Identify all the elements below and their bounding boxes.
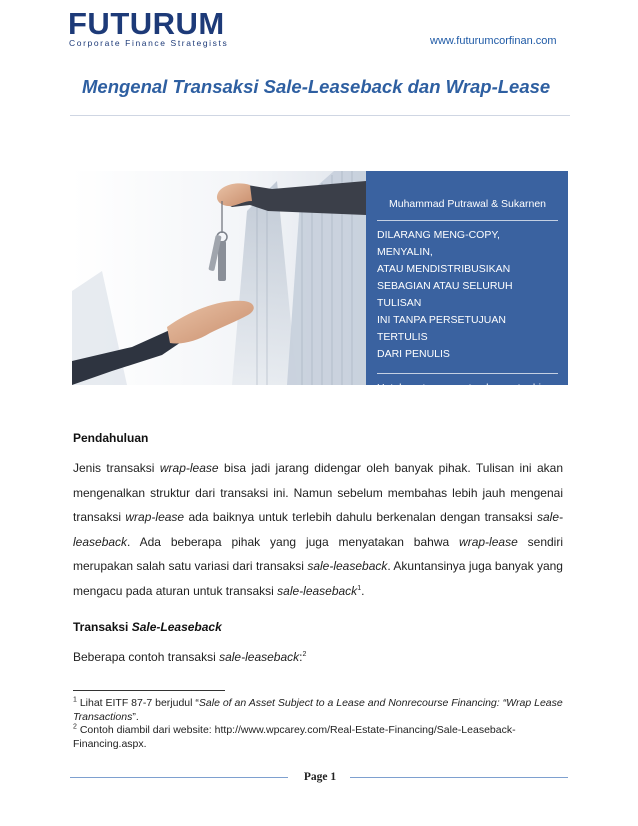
footnote-separator — [73, 690, 225, 691]
box-divider-1 — [377, 220, 558, 221]
section-heading-pendahuluan: Pendahuluan — [73, 431, 149, 445]
document-title: Mengenal Transaksi Sale-Leaseback dan Wrap-Lease — [82, 76, 551, 97]
intro-paragraph: Jenis transaksi wrap-lease bisa jadi jarang didengar oleh banyak pihak. Tulisan ini akan mengenalkan struktur dari transaksi ini. Namun sebelum membahas lebih jauh mengenai transaksi wrap-lease ada baiknya untuk terlebih dahulu berkenalan dengan transaksi sale-leaseback. Ada beberapa pihak yang juga menyatakan bahwa wrap-lease sendiri merupakan salah satu variasi dari transaksi sale-leaseback. Akuntansinya juga banyak yang mengacu pada aturan untuk transaksi sale-leaseback$^1$. — [73, 461, 563, 598]
contact-line: diposting melalui website — [377, 399, 494, 411]
handshake-keys-buildings-photo — [72, 171, 366, 385]
title-divider — [70, 115, 570, 116]
site-url-link[interactable]: www.futurumcorfinan.com — [430, 35, 557, 47]
contact-note — [377, 380, 558, 431]
hero-banner — [72, 171, 568, 428]
logo-tagline: Corporate Finance Strategists — [69, 38, 229, 48]
futurum-logo — [68, 6, 229, 48]
copyright-notice-box — [366, 171, 568, 428]
warning-line: ATAU MENDISTRIBUSIKAN — [377, 263, 511, 275]
authors: Muhammad Putrawal & Sukarnen — [389, 198, 546, 210]
warning-line: DILARANG MENG-COPY, MENYALIN, — [377, 229, 500, 258]
footnotes — [73, 697, 568, 751]
footer-rule-left — [70, 777, 288, 778]
warning-line: DARI PENULIS — [377, 348, 450, 360]
section-heading-sale-leaseback: Transaksi Sale-Leaseback — [73, 620, 222, 634]
footnote-1: $^1$ Lihat EITF 87-7 berjudul “Sale of an Asset Subject to a Lease and Nonrecourse Financing: “Wrap Lease Transactions”. — [73, 696, 563, 723]
page-number: Page 1 — [303, 771, 337, 783]
footnote-ref-1[interactable]: 1 — [357, 584, 362, 592]
copy-warning — [377, 227, 558, 363]
footer-rule-right — [350, 777, 568, 778]
box-divider-2 — [377, 373, 558, 374]
contact-line: Untuk pertanyaan atau komentar bisa — [377, 382, 553, 394]
warning-line: SEBAGIAN ATAU SELURUH TULISAN — [377, 280, 513, 309]
sale-leaseback-intro: Beberapa contoh transaksi sale-leaseback:$^2$ — [73, 650, 307, 664]
footnote-ref-2[interactable]: 2 — [302, 651, 307, 658]
warning-line: INI TANPA PERSETUJUAN TERTULIS — [377, 314, 506, 343]
footnote-2: $^2$ Contoh diambil dari website: http://www.wpcarey.com/Real-Estate-Financing/Sale-Leaseback-Financing.aspx. — [73, 723, 516, 750]
contact-url[interactable]: www.futurumcorfinan.com — [377, 416, 498, 428]
logo-wordmark: FUTURUM — [68, 6, 225, 41]
